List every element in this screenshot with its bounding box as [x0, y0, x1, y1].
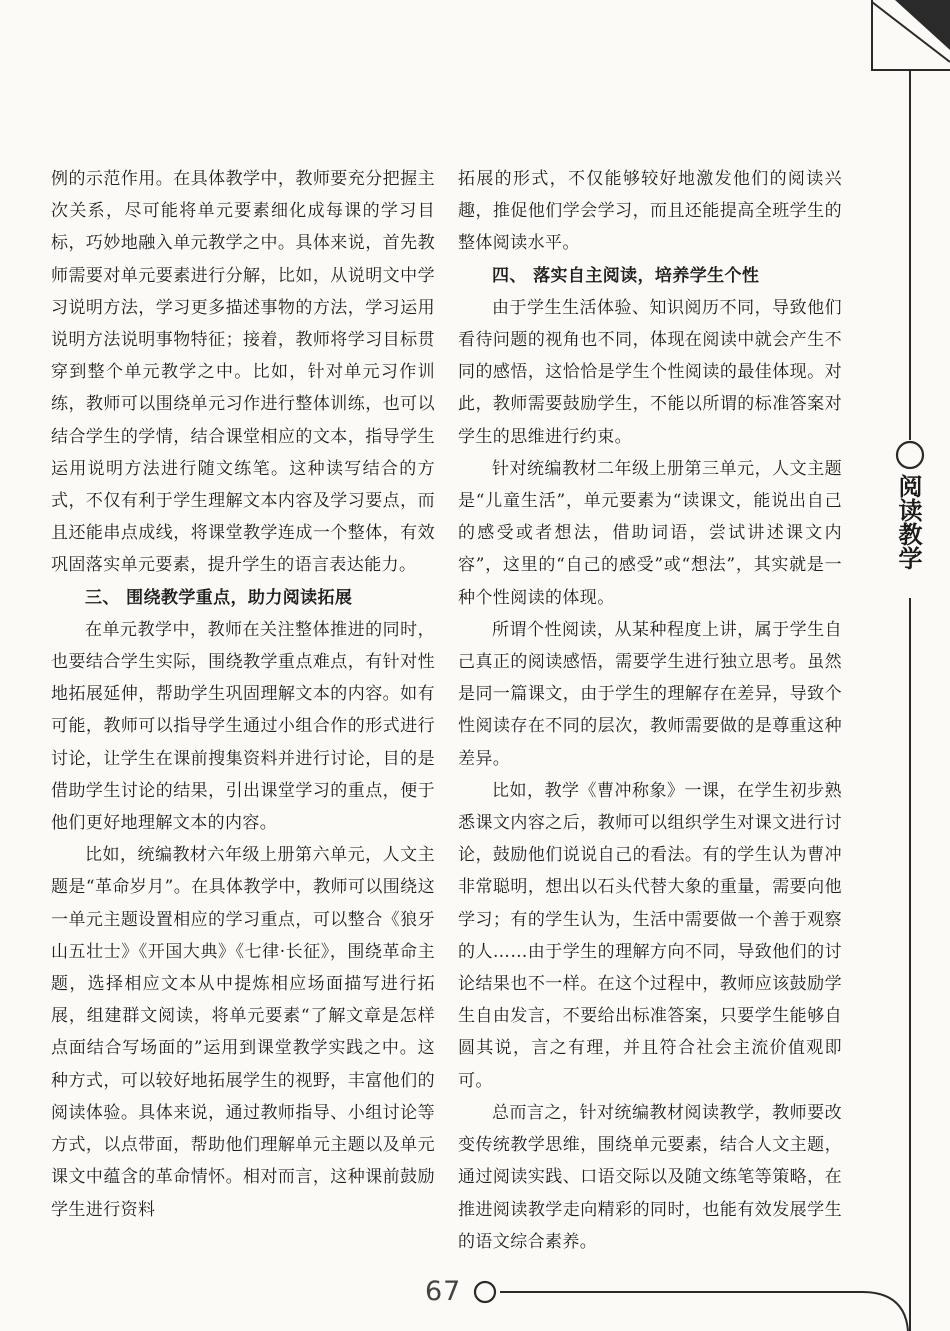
- paragraph: 例的示范作用。在具体教学中，教师要充分把握主次关系，尽可能将单元要素细化成每课的学习目标，巧妙地融入单元教学之中。具体来说，首先教师需要对单元要素进行分解，比如，从说明文中学习说明方法，学习更多描述事物的方法，学习运用说明方法说明事物特征；接着，教师将学习目标贯穿到整个单元教学之中。比如，针对单元习作训练，教师可以围绕单元习作进行整体训练，也可以结合学生的学情，结合课堂相应的文本，指导学生运用说明方法进行随文练笔。这种读写结合的方式，不仅有利于学生理解文本内容及学习要点，而且还能串点成线，将课堂教学连成一个整体，有效巩固落实单元要素，提升学生的语言表达能力。: [51, 169, 435, 576]
- paragraph: 总而言之，针对统编教材阅读教学，教师要改变传统教学思维，围绕单元要素，结合人文主题，通过阅读实践、口语交际以及随文练笔等策略，在推进阅读教学走向精彩的同时，也能有效发展学生的语文综合素养。: [458, 1102, 842, 1252]
- section-label: [893, 474, 921, 577]
- page-number: 67: [425, 1276, 462, 1307]
- paragraph: 所谓个性阅读，从某种程度上讲，属于学生自己真正的阅读感悟，需要学生进行独立思考。虽然是同一篇课文，由于学生的理解存在差异，导致个性阅读存在不同的层次，教师需要做的是尊重这种差异。: [458, 619, 842, 769]
- paragraph: 针对统编教材二年级上册第三单元，人文主题是“儿童生活”，单元要素为“读课文，能说出自己的感受或者想法，借助词语，尝试讲述课文内容”，这里的“自己的感受”或“想法”，其实就是一种个性阅读的体现。: [458, 458, 842, 608]
- paragraph: 比如，教学《曹冲称象》一课，在学生初步熟悉课文内容之后，教师可以组织学生对课文进行讨论，鼓励他们说说自己的看法。有的学生认为曹冲非常聪明，想出以石头代替大象的重量，需要向他学习；有的学生认为，生活中需要做一个善于观察的人……由于学生的理解方向不同，导致他们的讨论结果也不一样。在这个过程中，教师应该鼓励学生自由发言，不要给出标准答案，只要学生能够自圆其说，言之有理，并且符合社会主流价值观即可。: [458, 780, 842, 1091]
- paragraph: 由于学生生活体验、知识阅历不同，导致他们看待问题的视角也不同，体现在阅读中就会产生不同的感悟，这恰恰是学生个性阅读的最佳体现。对此，教师需要鼓励学生，不能以所谓的标准答案对学生的思维进行约束。: [458, 297, 842, 447]
- section-heading: 四、 落实自主阅读，培养学生个性: [492, 265, 760, 286]
- paragraph: 拓展的形式，不仅能够较好地激发他们的阅读兴趣，推促他们学会学习，而且还能提高全班学生的整体阅读水平。: [458, 169, 842, 254]
- right-text-column: [458, 163, 842, 1258]
- paragraph: 比如，统编教材六年级上册第六单元，人文主题是“革命岁月”。在具体教学中，教师可以围绕这一单元主题设置相应的学习重点，可以整合《狼牙山五壮士》《开国大典》《七律·长征》，围绕革命主题，选择相应文本从中提炼相应场面描写进行拓展，组建群文阅读，将单元要素“了解文章是怎样点面结合写场面的”运用到课堂教学实践之中。这种方式，可以较好地拓展学生的视野，丰富他们的阅读体验。具体来说，通过教师指导、小组讨论等方式，以点带面，帮助他们理解单元主题以及单元课文中蕴含的革命情怀。相对而言，这种课前鼓励学生进行资料: [51, 845, 435, 1220]
- paragraph: 在单元教学中，教师在关注整体推进的同时，也要结合学生实际，围绕教学重点难点，有针对性地拓展延伸，帮助学生巩固理解文本的内容。如有可能，教师可以指导学生通过小组合作的形式进行讨论，让学生在课前搜集资料并进行讨论，目的是借助学生讨论的结果，引出课堂学习的重点，便于他们更好地理解文本的内容。: [51, 619, 435, 834]
- section-label-text: 阅读教学: [894, 474, 922, 570]
- page-number-circle-icon: [472, 1280, 500, 1306]
- section-heading: 三、 围绕教学重点，助力阅读拓展: [85, 587, 353, 608]
- left-text-column: [51, 163, 435, 1226]
- section-marker-circle-icon: [894, 438, 928, 472]
